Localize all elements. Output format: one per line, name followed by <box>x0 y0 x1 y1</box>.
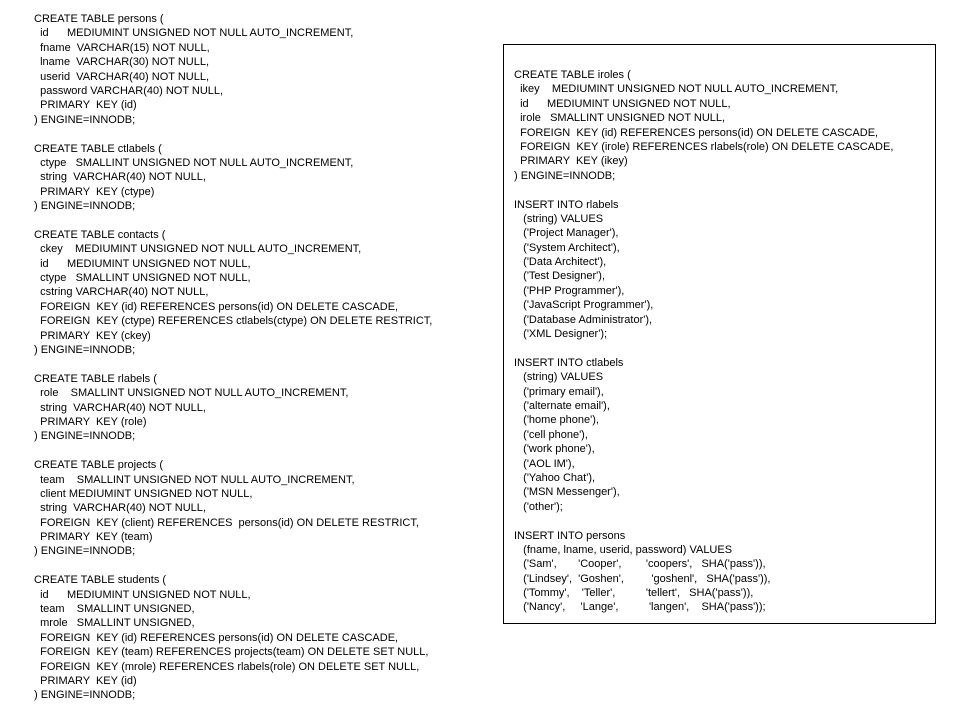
left-sql-line: FOREIGN KEY (ctype) REFERENCES ctlabels(ctype) ON DELETE RESTRICT, <box>34 315 433 328</box>
right-sql-line: ('Test Designer'), <box>514 270 606 283</box>
right-sql-line: (string) VALUES <box>514 212 604 225</box>
left-sql-column <box>34 12 494 712</box>
left-sql-line: id MEDIUMINT UNSIGNED NOT NULL, <box>34 257 251 270</box>
left-sql-line: cstring VARCHAR(40) NOT NULL, <box>34 286 209 299</box>
right-sql-line: ikey MEDIUMINT UNSIGNED NOT NULL AUTO_INCREMENT, <box>514 83 839 96</box>
left-sql-line <box>34 559 494 573</box>
right-sql-line: ('work phone'), <box>514 443 595 456</box>
left-sql-line: FOREIGN KEY (client) REFERENCES persons(id) ON DELETE RESTRICT, <box>34 516 419 529</box>
left-sql-line: FOREIGN KEY (id) REFERENCES persons(id) ON DELETE CASCADE, <box>34 300 399 313</box>
left-sql-line: FOREIGN KEY (id) REFERENCES persons(id) ON DELETE CASCADE, <box>34 631 399 644</box>
right-sql-line: ('System Architect'), <box>514 241 620 254</box>
right-sql-line: ('Data Architect'), <box>514 256 607 269</box>
left-sql-line: fname VARCHAR(15) NOT NULL, <box>34 41 210 54</box>
left-sql-line: ) ENGINE=INNODB; <box>34 689 136 702</box>
right-sql-line <box>514 183 893 197</box>
right-sql-column <box>514 68 893 615</box>
right-sql-line: id MEDIUMINT UNSIGNED NOT NULL, <box>514 97 731 110</box>
right-sql-line <box>514 514 893 528</box>
left-sql-line <box>34 127 494 141</box>
left-sql-line: CREATE TABLE contacts ( <box>34 228 166 241</box>
left-sql-line: ) ENGINE=INNODB; <box>34 545 136 558</box>
right-sql-line: INSERT INTO ctlabels <box>514 356 624 369</box>
right-sql-line: ('Sam', 'Cooper', 'coopers', SHA('pass')), <box>514 558 766 571</box>
left-sql-line: ctype SMALLINT UNSIGNED NOT NULL AUTO_INCREMENT, <box>34 156 354 169</box>
left-sql-line: id MEDIUMINT UNSIGNED NOT NULL AUTO_INCREMENT, <box>34 27 354 40</box>
right-sql-line: ('PHP Programmer'), <box>514 284 625 297</box>
left-sql-line: team SMALLINT UNSIGNED NOT NULL AUTO_INCREMENT, <box>34 473 355 486</box>
left-sql-line: ) ENGINE=INNODB; <box>34 343 136 356</box>
left-sql-line: FOREIGN KEY (team) REFERENCES projects(team) ON DELETE SET NULL, <box>34 646 429 659</box>
right-sql-line: INSERT INTO rlabels <box>514 198 619 211</box>
left-sql-line <box>34 357 494 371</box>
left-sql-line: ckey MEDIUMINT UNSIGNED NOT NULL AUTO_INCREMENT, <box>34 243 362 256</box>
right-sql-line: CREATE TABLE iroles ( <box>514 69 631 81</box>
left-sql-line: PRIMARY KEY (role) <box>34 415 147 428</box>
left-sql-line: FOREIGN KEY (mrole) REFERENCES rlabels(role) ON DELETE SET NULL, <box>34 660 420 673</box>
left-sql-line: id MEDIUMINT UNSIGNED NOT NULL, <box>34 588 251 601</box>
right-sql-line: ('home phone'), <box>514 414 599 427</box>
left-sql-line: ) ENGINE=INNODB; <box>34 430 136 443</box>
right-sql-line: (string) VALUES <box>514 371 604 384</box>
right-sql-line: ('primary email'), <box>514 385 604 398</box>
right-sql-line: ('Tommy', 'Teller', 'tellert', SHA('pass')), <box>514 587 754 600</box>
left-sql-line: string VARCHAR(40) NOT NULL, <box>34 401 206 414</box>
left-sql-line: CREATE TABLE students ( <box>34 574 167 587</box>
right-sql-line: ('alternate email'), <box>514 399 610 412</box>
right-sql-box <box>503 44 936 624</box>
left-sql-line: PRIMARY KEY (ctype) <box>34 185 155 198</box>
right-sql-line: ('Database Administrator'), <box>514 313 653 326</box>
left-sql-line: ) ENGINE=INNODB; <box>34 113 136 126</box>
left-sql-line: ctype SMALLINT UNSIGNED NOT NULL, <box>34 272 251 285</box>
right-sql-line: ('MSN Messenger'), <box>514 486 620 499</box>
right-sql-line: ('XML Designer'); <box>514 328 608 341</box>
left-sql-line: team SMALLINT UNSIGNED, <box>34 603 195 616</box>
left-sql-line: userid VARCHAR(40) NOT NULL, <box>34 70 210 83</box>
left-sql-line: ) ENGINE=INNODB; <box>34 200 136 213</box>
left-sql-line: PRIMARY KEY (id) <box>34 99 137 112</box>
left-sql-line: string VARCHAR(40) NOT NULL, <box>34 502 206 515</box>
left-sql-line: CREATE TABLE persons ( <box>34 13 164 25</box>
right-sql-line: (fname, lname, userid, password) VALUES <box>514 543 733 556</box>
left-sql-line: CREATE TABLE projects ( <box>34 459 163 472</box>
right-sql-line: INSERT INTO persons <box>514 529 626 542</box>
right-sql-line: FOREIGN KEY (irole) REFERENCES rlabels(role) ON DELETE CASCADE, <box>514 140 894 153</box>
right-sql-line: ('cell phone'), <box>514 428 588 441</box>
left-sql-line: CREATE TABLE ctlabels ( <box>34 142 162 155</box>
right-sql-line: irole SMALLINT UNSIGNED NOT NULL, <box>514 112 726 125</box>
left-sql-line: mrole SMALLINT UNSIGNED, <box>34 617 195 630</box>
left-sql-line: client MEDIUMINT UNSIGNED NOT NULL, <box>34 487 253 500</box>
left-sql-line: role SMALLINT UNSIGNED NOT NULL AUTO_INCREMENT, <box>34 387 349 400</box>
left-sql-line: PRIMARY KEY (ckey) <box>34 329 151 342</box>
right-sql-line: ('Nancy', 'Lange', 'langen', SHA('pass')); <box>514 601 766 614</box>
right-sql-line: FOREIGN KEY (id) REFERENCES persons(id) ON DELETE CASCADE, <box>514 126 879 139</box>
right-sql-line: ('Lindsey', 'Goshen', 'goshenl', SHA('pass')), <box>514 572 771 585</box>
right-sql-line: ('JavaScript Programmer'), <box>514 299 654 312</box>
left-sql-line: lname VARCHAR(30) NOT NULL, <box>34 56 210 69</box>
left-sql-line <box>34 213 494 227</box>
left-sql-line: CREATE TABLE rlabels ( <box>34 372 157 385</box>
left-sql-line <box>34 444 494 458</box>
left-sql-line: PRIMARY KEY (id) <box>34 674 137 687</box>
right-sql-line: ) ENGINE=INNODB; <box>514 169 616 182</box>
right-sql-line: ('Project Manager'), <box>514 227 619 240</box>
right-sql-line: ('Yahoo Chat'), <box>514 471 596 484</box>
left-sql-line: string VARCHAR(40) NOT NULL, <box>34 171 206 184</box>
right-sql-line: ('other'); <box>514 500 563 513</box>
left-sql-line: password VARCHAR(40) NOT NULL, <box>34 84 224 97</box>
right-sql-line: ('AOL IM'), <box>514 457 575 470</box>
left-sql-line: PRIMARY KEY (team) <box>34 531 153 544</box>
right-sql-line: PRIMARY KEY (ikey) <box>514 155 628 168</box>
right-sql-line <box>514 341 893 355</box>
